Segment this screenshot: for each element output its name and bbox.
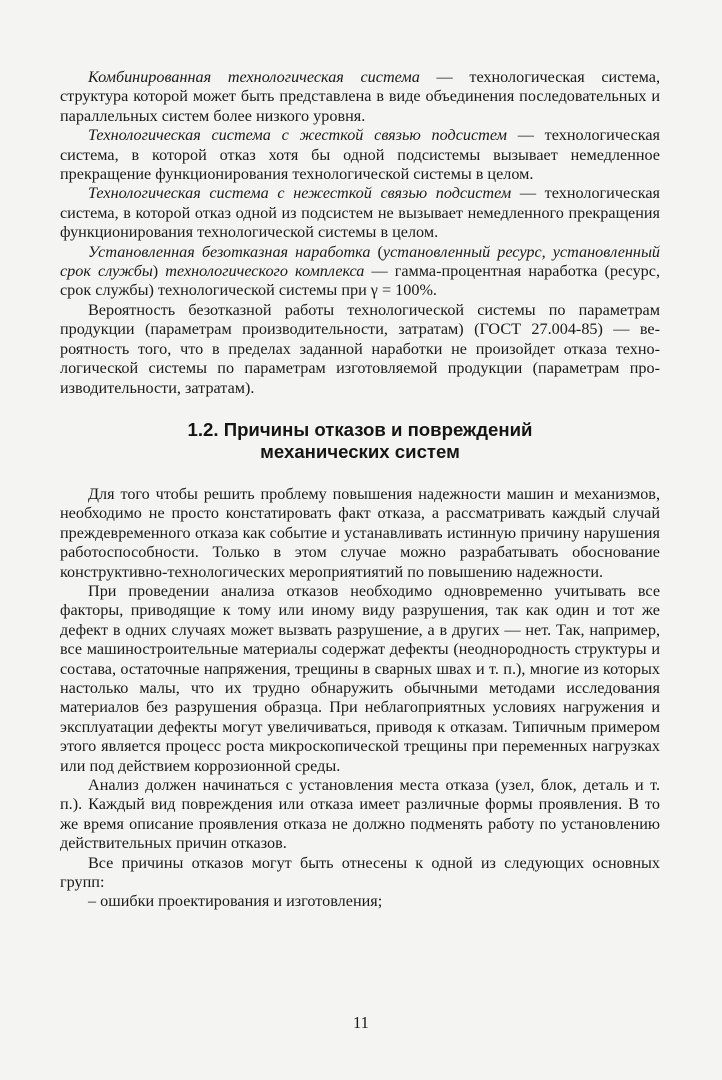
body-paragraph: Анализ должен начинаться с установления места отказа (узел, блок, деталь и т. п.). Каждый вид повреждения или отказа имеет различные формы проявления. В то же время описание проявления отказа не должно подменять работу по установлению действительных причин отказов. [60, 776, 660, 853]
definition-combined-system [60, 68, 660, 126]
definition-term: Технологическая система с жесткой связью подсистем [88, 126, 507, 145]
definition-text: ) [152, 262, 166, 281]
definition-reliability-probability: Вероятность безотказной работы технологической системы по параметрам продукции (параметрам производительности, затратам) (ГОСТ 27.004-85) — вероятность того, что в пределах заданной наработки не произойдет отказа технологической системы по параметрам изготовляемой продукции (параметрам производительности, затратам). [60, 300, 660, 397]
definition-term: технологического комплекса [165, 262, 365, 281]
definition-rigid-coupling [60, 126, 660, 184]
body-paragraph: При проведении анализа отказов необходимо одновременно учитывать все факторы, приводящие к тому или иному виду разрушения, так как один и тот же дефект в одних случаях может вызвать разрушение, а в других — нет. Так, например, все машиностроительные материалы содержат дефекты (неоднородность структуры и состава, остаточные напряжения, трещины в сварных швах и т. п.), многие из которых настолько малы, что их трудно обнаружить обычными методами исследования материалов без разрушения образца. При неблагоприятных условиях нагружения и эксплуатации дефекты могут увеличиваться, приводя к отказам. Типичным примером этого является процесс роста микроскопической трещины при переменных нагрузках или под действием коррозионной среды. [60, 581, 660, 775]
section-heading-line: механических систем [260, 440, 460, 462]
page-number: 11 [353, 1013, 369, 1032]
section-heading-line: 1.2. Причины отказов и повреждений [187, 418, 533, 440]
definition-text: ( [370, 242, 383, 261]
definition-term: установленный ресурс, установленный срок службы [60, 242, 661, 281]
definition-text: — технологическая система, структура которой может быть представлена в виде объединения последовательных и параллельных систем более низкого уровня. [60, 68, 661, 125]
body-paragraph: Для того чтобы решить проблему повышения надежности машин и механизмов, необходимо не просто констатировать факт отказа, а рассматривать каждый случай преждевременного отказа как событие и устанавливать истинную причину нарушения работоспособности. Только в этом случае можно разрабатывать обоснование конструктивно-технологических мероприятиятий по повышению надежности. [60, 484, 660, 581]
definition-text: — технологическая система, в которой отказ одной из подсистем не вызывает немедленного прекращения функционирования технологической системы в целом. [60, 184, 661, 242]
definition-term: Установленная безотказная наработка [88, 242, 371, 261]
definition-nonrigid-coupling [60, 184, 660, 242]
definition-term: Технологическая система с нежесткой связью подсистем [88, 184, 512, 203]
definition-term: Комбинированная технологическая система [88, 68, 420, 86]
definition-text: — гамма-процентная наработка (ресурс, срок службы) технологической системы при γ = 100%. [60, 262, 661, 300]
section-heading [60, 419, 660, 463]
list-item: – ошибки проектирования и изготовления; [88, 892, 383, 911]
definition-text: — технологическая система, в которой отказ хотя бы одной подсистемы вызывает немедленное прекращение функционирования технологической системы в целом. [60, 126, 661, 184]
page-content [60, 68, 660, 912]
body-paragraph: Все причины отказов могут быть отнесены к одной из следующих основных групп: [60, 853, 660, 892]
definition-failure-free-operation [60, 243, 660, 301]
